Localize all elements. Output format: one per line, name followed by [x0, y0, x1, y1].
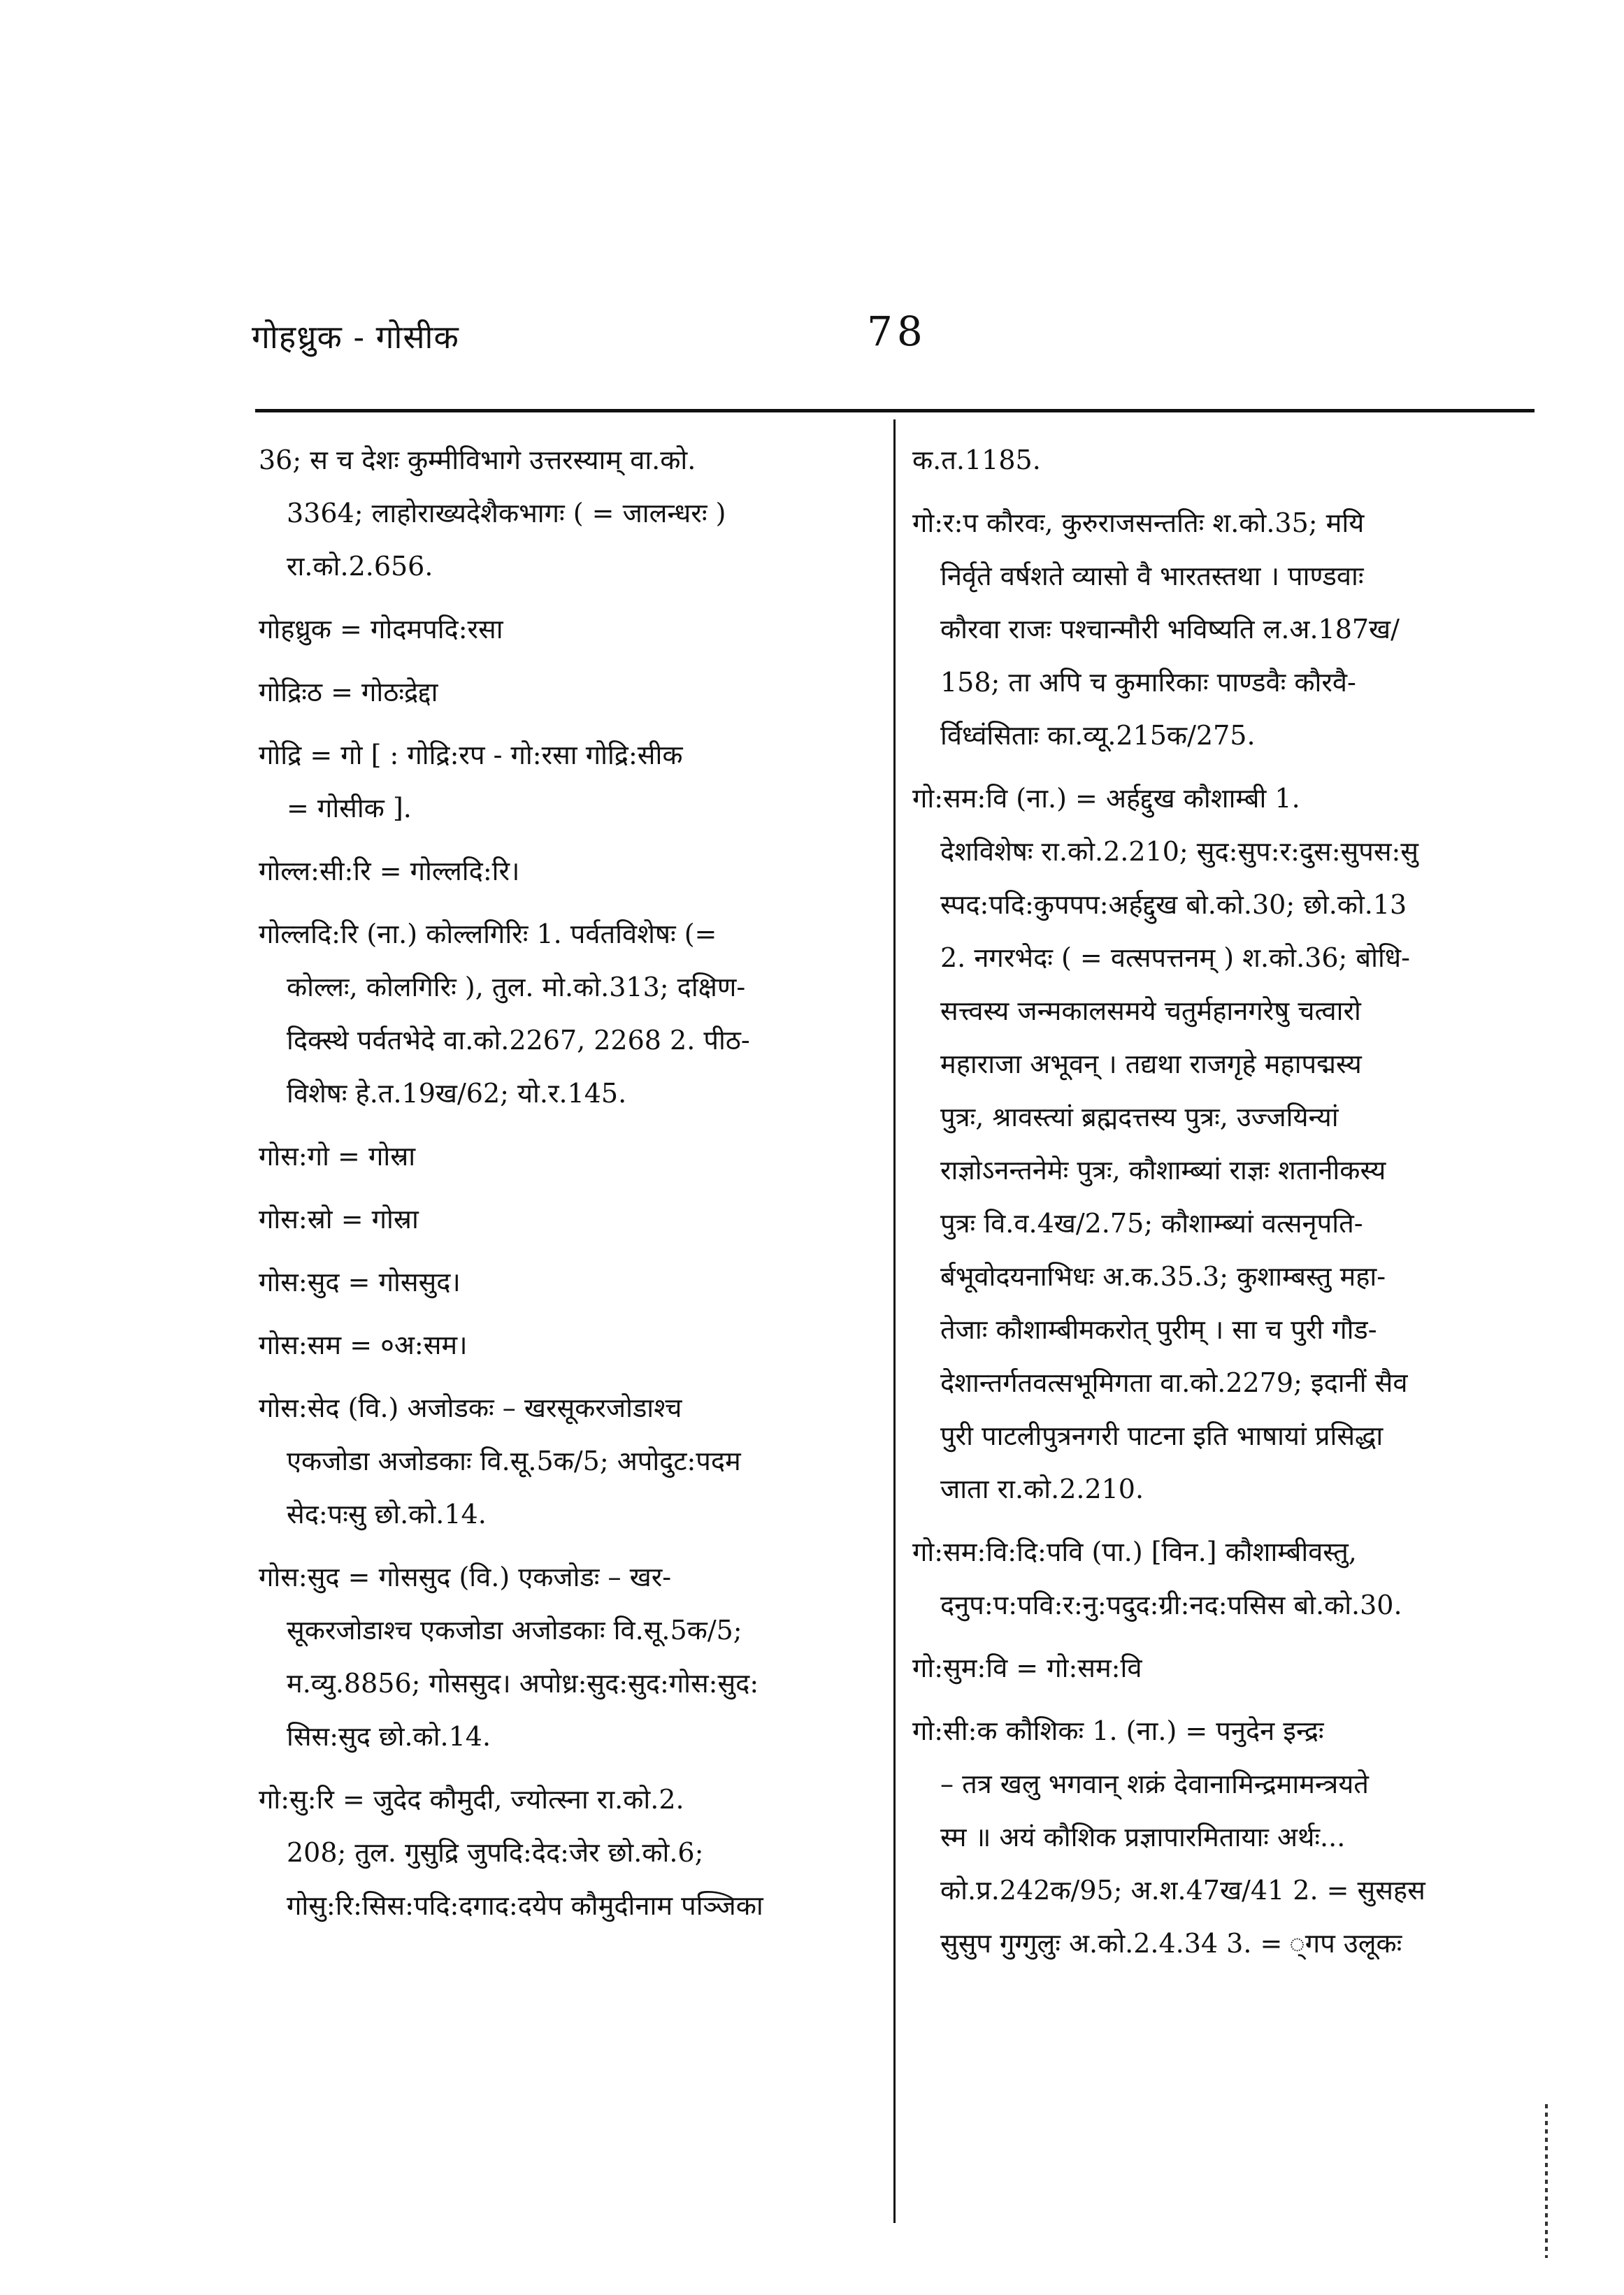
dictionary-entry — [912, 433, 1528, 487]
entry-line: दिक्स्थे पर्वतभेदे वा.को.2267, 2268 2. पीठ- — [287, 1025, 750, 1056]
entry-line: सिस:सुद छो.को.14. — [287, 1721, 491, 1752]
entry-line: स्पद:पदि:कुपपप:अर्हद्दुख बो.को.30; छो.को.13 — [940, 889, 1407, 920]
entry-line: निर्वृते वर्षशते व्यासो वै भारतस्तथा । पाण्डवाः — [940, 561, 1364, 591]
running-head: गोहध्रुक - गोसीक — [252, 318, 459, 356]
page-number: 78 — [867, 308, 927, 355]
dictionary-entry — [259, 1130, 874, 1183]
entry-headline: गोस:सेद (वि.) अजोडकः – खरसूकरजोडाश्च — [259, 1393, 682, 1423]
entry-line: गोसु:रि:सिस:पदि:दगाद:दयेप कौमुदीनाम पञ्जिका — [287, 1890, 763, 1921]
right-column — [912, 433, 1528, 1980]
entry-line: म.व्यु.8856; गोससुद। अपोध्र:सुद:सुद:गोस:सुद: — [287, 1668, 759, 1699]
entry-line: सूकरजोडाश्च एकजोडा अजोडकाः वि.सू.5क/5; — [287, 1615, 742, 1646]
entry-line: एकजोडा अजोडकाः वि.सू.5क/5; अपोदुट:पदम — [287, 1446, 741, 1476]
entry-line: 208; तुल. गुसुद्रि जुपदि:देद:जेर छो.को.6; — [287, 1837, 704, 1868]
entry-headline: गो:सी:क कौशिकः 1. (ना.) = पनुदेन इन्द्रः — [912, 1715, 1324, 1746]
dictionary-entry — [259, 1773, 874, 1932]
dictionary-entry — [259, 433, 874, 593]
entry-headline: गोद्रि = गो [ : गोद्रि:रप - गो:रसा गोद्रि:सीक — [259, 740, 683, 770]
entry-headline: गोस:सम = ०अ:सम। — [259, 1330, 468, 1360]
entry-line: 158; ता अपि च कुमारिकाः पाण्डवैः कौरवै- — [940, 667, 1356, 698]
header-rule — [255, 409, 1535, 412]
entry-headline: गोस:सुद = गोससुद (वि.) एकजोडः – खर- — [259, 1562, 672, 1592]
entry-line: पुत्रः वि.व.4ख/2.75; कौशाम्ब्यां वत्सनृपति- — [940, 1208, 1363, 1239]
entry-headline: क.त.1185. — [912, 445, 1041, 475]
dictionary-entry — [912, 496, 1528, 762]
page-header — [252, 308, 1524, 364]
scan-edge-mark — [1545, 2104, 1548, 2258]
dictionary-entry — [259, 1381, 874, 1541]
entry-line: = गोसीक ]. — [287, 793, 412, 823]
entry-line: कोल्लः, कोलगिरिः ), तुल. मो.को.313; दक्षिण- — [287, 972, 746, 1002]
entry-line: जाता रा.को.2.210. — [940, 1474, 1144, 1504]
entry-line: देशविशेषः रा.को.2.210; सुद:सुप:र:दुस:सुपस:सु — [940, 836, 1418, 867]
entry-headline: गोल्ल:सी:रि = गोल्लदि:रि। — [259, 856, 520, 886]
entry-headline: गोस:गो = गोस्रा — [259, 1141, 416, 1172]
entry-headline: गोद्रिःठ = गोठःद्रेद्दा — [259, 677, 438, 707]
entry-line: 3364; लाहोराख्यदेशैकभागः ( = जालन्धरः ) — [287, 498, 726, 528]
entry-line: कौरवा राजः पश्चान्मौरी भविष्यति ल.अ.187ख/ — [940, 614, 1400, 645]
dictionary-entry — [912, 1525, 1528, 1632]
entry-line: देशान्तर्गतवत्सभूमिगता वा.को.2279; इदानीं सैव — [940, 1367, 1408, 1398]
entry-line: दनुप:प:पवि:र:नु:पदुद:ग्री:नद:पसिस बो.को.30. — [940, 1590, 1402, 1620]
entry-line: पुत्रः, श्रावस्त्यां ब्रह्मदत्तस्य पुत्रः, उज्जयिन्यां — [940, 1102, 1339, 1132]
dictionary-entry — [259, 907, 874, 1120]
entry-headline: गो:सम:वि (ना.) = अर्हद्दुख कौशाम्बी 1. — [912, 783, 1300, 814]
entry-line: पुरी पाटलीपुत्रनगरी पाटना इति भाषायां प्रसिद्धा — [940, 1420, 1384, 1451]
entry-headline: गो:सुम:वि = गो:सम:वि — [912, 1653, 1142, 1683]
entry-line: सुसुप गुग्गुलुः अ.को.2.4.34 3. = ्गप उलूकः — [940, 1928, 1402, 1959]
dictionary-entry — [259, 1551, 874, 1763]
dictionary-entry — [259, 844, 874, 898]
dictionary-entry — [259, 728, 874, 835]
entry-headline: गोस:स्रो = गोस्रा — [259, 1204, 419, 1235]
entry-line: – तत्र खलु भगवान् शक्रं देवानामिन्द्रमामन्त्रयते — [940, 1769, 1369, 1799]
column-divider — [893, 419, 896, 2223]
entry-line: को.प्र.242क/95; अ.श.47ख/41 2. = सुसहस — [940, 1875, 1425, 1906]
entry-line: सेद:पःसु छो.को.14. — [287, 1499, 487, 1530]
entry-line: विशेषः हे.त.19ख/62; यो.र.145. — [287, 1078, 627, 1109]
entry-line: तेजाः कौशाम्बीमकरोत् पुरीम् । सा च पुरी गौड- — [940, 1314, 1377, 1345]
entry-headline: गोल्लदि:रि (ना.) कोल्लगिरिः 1. पर्वतविशेषः (= — [259, 919, 717, 949]
entry-line: सत्त्वस्य जन्मकालसमये चतुर्महानगरेषु चत्वारो — [940, 995, 1361, 1026]
dictionary-entry — [259, 1256, 874, 1309]
left-column — [259, 433, 874, 1942]
entry-headline: गोहध्रुक = गोदमपदि:रसा — [259, 614, 503, 645]
entry-headline: 36; स च देशः कुम्मीविभागे उत्तरस्याम् वा.को. — [259, 445, 696, 475]
dictionary-entry — [912, 1704, 1528, 1970]
dictionary-entry — [259, 666, 874, 719]
dictionary-entry — [912, 1641, 1528, 1695]
entry-line: स्म ॥ अयं कौशिक प्रज्ञापारमितायाः अर्थः... — [940, 1822, 1346, 1852]
entry-headline: गो:र:प कौरवः, कुरुराजसन्ततिः श.को.35; मयि — [912, 508, 1365, 538]
dictionary-entry — [259, 1318, 874, 1372]
entry-headline: गो:सु:रि = जुदेद कौमुदी, ज्योत्स्ना रा.को.2. — [259, 1784, 684, 1815]
entry-line: र्विध्वंसिताः का.व्यू.215क/275. — [940, 720, 1256, 751]
entry-headline: गो:सम:वि:दि:पवि (पा.) [विन.] कौशाम्बीवस्तु, — [912, 1537, 1357, 1567]
entry-line: राज्ञोऽनन्तनेमेः पुत्रः, कौशाम्ब्यां राज्ञः शतानीकस्य — [940, 1155, 1386, 1186]
dictionary-entry — [259, 1193, 874, 1246]
dictionary-entry — [912, 772, 1528, 1516]
dictionary-entry — [259, 603, 874, 656]
entry-headline: गोस:सुद = गोससुद। — [259, 1267, 461, 1297]
entry-line: र्बभूवोदयनाभिधः अ.क.35.3; कुशाम्बस्तु महा- — [940, 1261, 1386, 1292]
entry-line: रा.को.2.656. — [287, 551, 433, 582]
entry-line: 2. नगरभेदः ( = वत्सपत्तनम् ) श.को.36; बोधि- — [940, 942, 1411, 973]
entry-line: महाराजा अभूवन् । तद्यथा राजगृहे महापद्मस्य — [940, 1049, 1362, 1079]
